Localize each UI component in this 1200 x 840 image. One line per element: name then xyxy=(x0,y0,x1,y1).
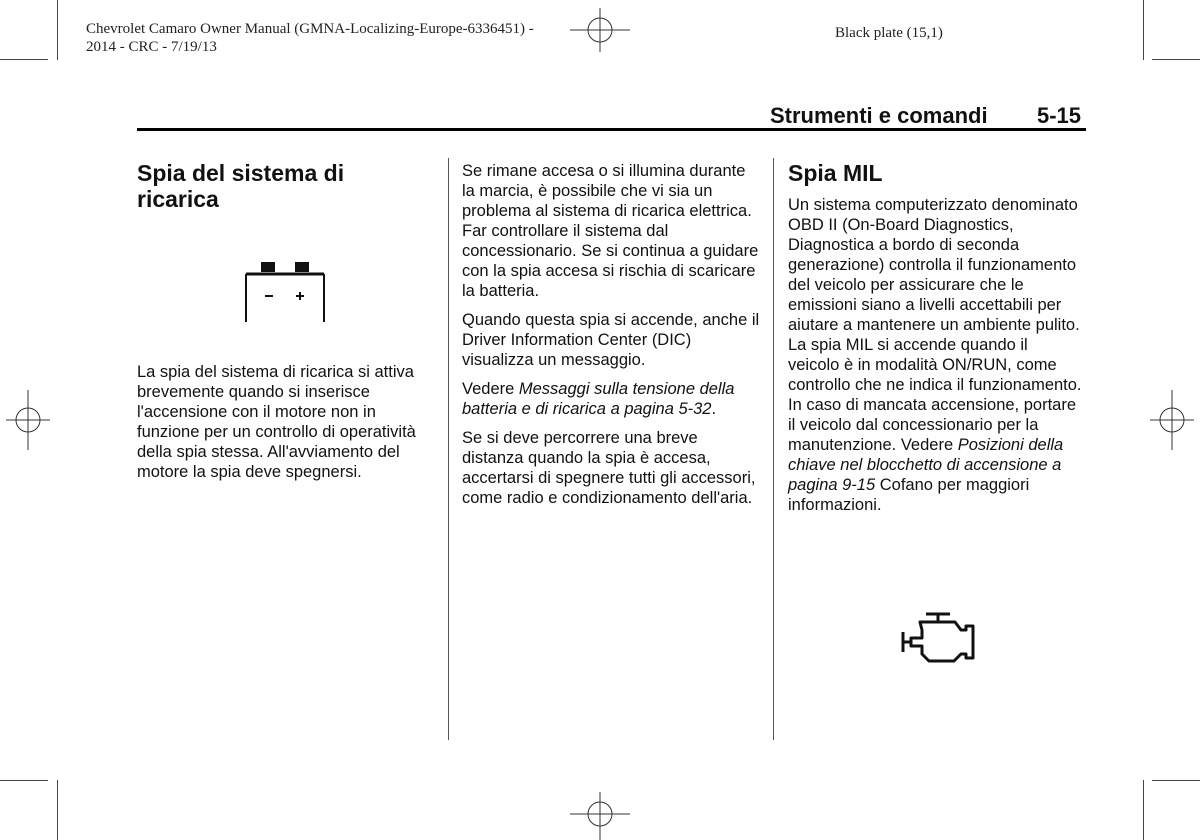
crop-mark xyxy=(0,780,48,781)
see-prefix: Vedere xyxy=(462,380,519,398)
heading-charging-system: Spia del sistema di ricarica xyxy=(137,160,345,212)
registration-mark-left xyxy=(6,390,50,450)
print-info-line2: 2014 - CRC - 7/19/13 xyxy=(86,39,217,55)
mil-text-end: Cofano per maggiori informazioni. xyxy=(788,476,1030,514)
crop-mark xyxy=(1152,780,1200,781)
crop-mark xyxy=(0,59,48,60)
mil-paragraph xyxy=(788,195,1083,515)
paragraph-2: Quando questa spia si accende, anche il Driver Information Center (DIC) visualizza un messaggio. xyxy=(462,311,760,369)
engine-icon xyxy=(897,608,979,666)
print-info-line1: Chevrolet Camaro Owner Manual (GMNA-Localizing-Europe-6336451) - xyxy=(86,21,534,37)
page-number: 5-15 xyxy=(1037,103,1082,128)
header-rule xyxy=(137,128,1086,131)
mil-text: Un sistema computerizzato denominato OBD II (On-Board Diagnostics, Diagnostica a bordo di seconda generazione) controlla il funzionamento del veicolo per assicurare che le emissioni siano a livelli accettabili per aiutare a mantenere un ambiente pulito. La spia MIL si accende quando il veicolo è in modalità ON/RUN, come controllo che ne indica il funzionamento. In caso di mancata accensione, portare il veicolo dal concessionario per la manutenzione. Vedere xyxy=(788,196,1082,454)
cross-reference-link[interactable]: Posizioni della chiave nel blocchetto di accensione a pagina 9-15 xyxy=(788,436,1064,494)
column-1 xyxy=(137,160,429,212)
crop-mark xyxy=(1143,0,1144,60)
crop-mark xyxy=(1143,780,1144,840)
paragraph-4: Se si deve percorrere una breve distanza quando la spia è accesa, accertarsi di spegnere tutti gli accessori, come radio e condizionamento dell'aria. xyxy=(462,429,756,507)
crop-mark xyxy=(57,780,58,840)
battery-icon xyxy=(243,260,327,326)
registration-mark-right xyxy=(1150,390,1194,450)
crop-mark xyxy=(1152,59,1200,60)
column-divider xyxy=(448,158,449,740)
paragraph-3 xyxy=(462,379,760,419)
column-divider xyxy=(773,158,774,740)
crop-mark xyxy=(57,0,58,60)
charging-paragraph: La spia del sistema di ricarica si attiva brevemente quando si inserisce l'accensione con il motore non in funzione per un controllo di operatività della spia stessa. All'avviamento del motore la spia deve spegnersi. xyxy=(137,363,416,481)
plate-label: Black plate (15,1) xyxy=(835,25,943,41)
see-suffix: . xyxy=(711,400,717,418)
cross-reference-link[interactable]: Messaggi sulla tensione della batteria e di ricarica a pagina 5-32 xyxy=(462,380,735,418)
registration-mark-bottom xyxy=(570,792,630,840)
column-3 xyxy=(788,160,1083,515)
section-title: Strumenti e comandi xyxy=(770,103,988,128)
paragraph-1: Se rimane accesa o si illumina durante la marcia, è possibile che vi sia un problema al sistema di ricarica elettrica. Far controllare il sistema dal concessionario. Se si continua a guidare con la spia accesa si rischia di scaricare la batteria. xyxy=(462,162,759,300)
column-2 xyxy=(462,161,760,508)
heading-mil: Spia MIL xyxy=(788,160,883,186)
